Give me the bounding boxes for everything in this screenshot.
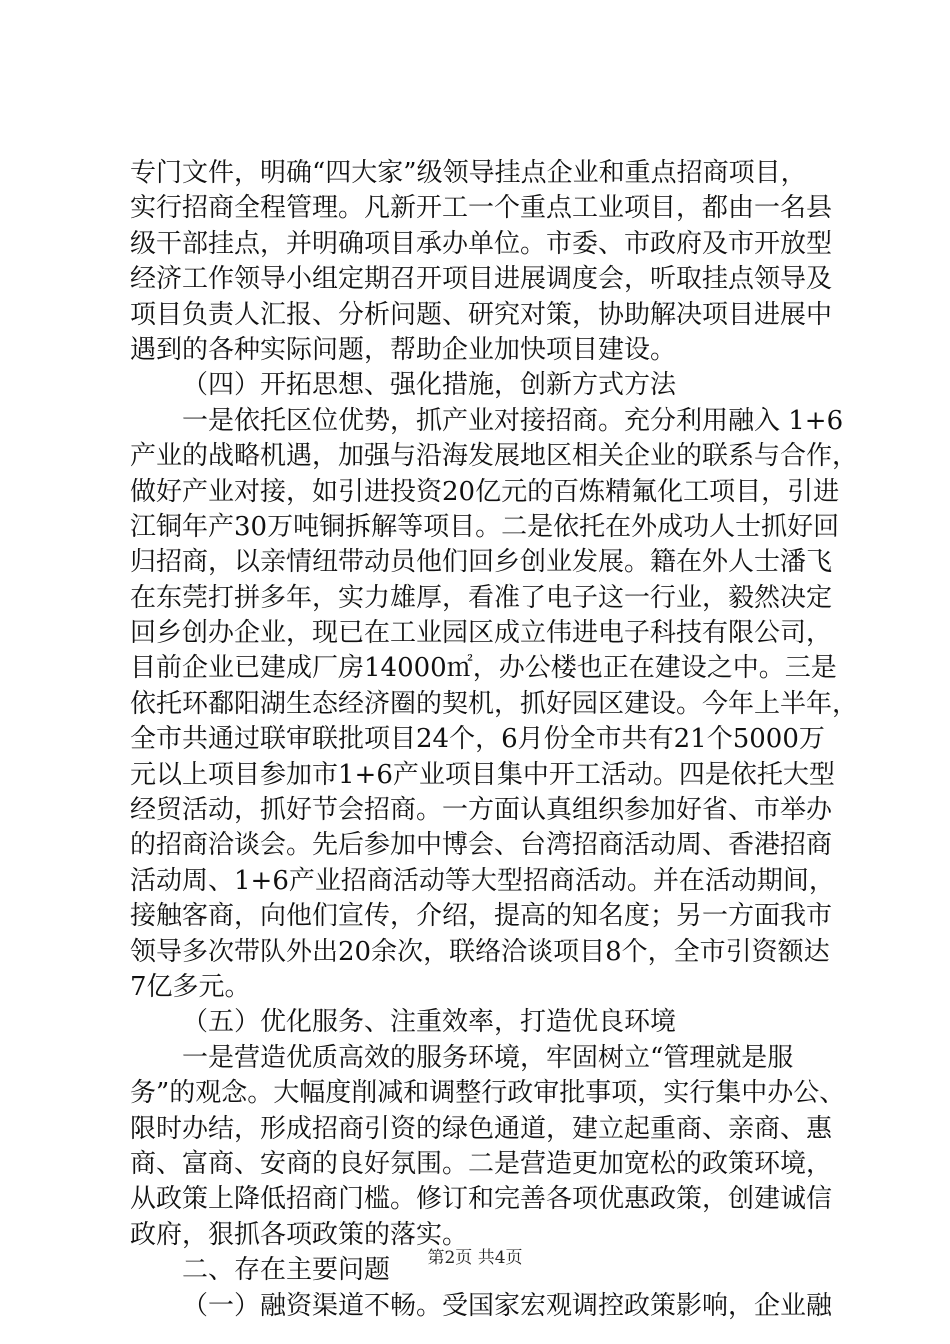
text-line: 务”的观念。大幅度削减和调整行政审批事项，实行集中办公、 — [130, 1078, 846, 1109]
text-line: 江铜年产30万吨铜拆解等项目。二是依托在外成功人士抓好回 — [130, 511, 840, 542]
text-line: 的招商洽谈会。先后参加中博会、台湾招商活动周、香港招商 — [130, 830, 833, 861]
text-line: 目前企业已建成厂房14000㎡，办公楼也正在建设之中。三是 — [130, 653, 837, 684]
text-line: 政府，狠抓各项政策的落实。 — [130, 1219, 469, 1250]
section-heading: （四）开拓思想、强化措施，创新方式方法 — [182, 370, 677, 401]
text-line: 一是营造优质高效的服务环境，牢固树立“管理就是服 — [182, 1042, 794, 1073]
text-line: 回乡创办企业，现已在工业园区成立伟进电子科技有限公司， — [130, 618, 833, 649]
text-line: 全市共通过联审联批项目24个，6月份全市共有21个5000万 — [130, 724, 825, 755]
text-line: （一）融资渠道不畅。受国家宏观调控政策影响，企业融 — [182, 1290, 833, 1321]
text-line: 级干部挂点，并明确项目承办单位。市委、市政府及市开放型 — [130, 228, 833, 259]
text-line: 商、富商、安商的良好氛围。二是营造更加宽松的政策环境， — [130, 1148, 833, 1179]
text-line: 产业的战略机遇，加强与沿海发展地区相关企业的联系与合作， — [130, 441, 859, 472]
text-line: 7亿多元。 — [130, 971, 251, 1002]
section-heading: （五）优化服务、注重效率，打造优良环境 — [182, 1007, 677, 1038]
text-line: 活动周、1+6产业招商活动等大型招商活动。并在活动期间， — [130, 865, 835, 896]
text-line: 限时办结，形成招商引资的绿色通道，建立起重商、亲商、惠 — [130, 1113, 833, 1144]
text-line: 在东莞打拼多年，实力雄厚，看准了电子这一行业，毅然决定 — [130, 582, 833, 613]
text-line: 元以上项目参加市1+6产业项目集中开工活动。四是依托大型 — [130, 759, 835, 790]
text-line: 归招商，以亲情纽带动员他们回乡创业发展。籍在外人士潘飞 — [130, 547, 833, 578]
text-line: 领导多次带队外出20余次，联络洽谈项目8个，全市引资额达 — [130, 936, 830, 967]
text-line: 项目负责人汇报、分析问题、研究对策，协助解决项目进展中 — [130, 299, 833, 330]
section-heading: 二、存在主要问题 — [182, 1255, 391, 1286]
text-line: 一是依托区位优势，抓产业对接招商。充分利用融入 1+6 — [182, 405, 844, 436]
text-line: 经济工作领导小组定期召开项目进展调度会，听取挂点领导及 — [130, 264, 833, 295]
text-line: 做好产业对接，如引进投资20亿元的百炼精氟化工项目，引进 — [130, 476, 840, 507]
text-line: 依托环鄱阳湖生态经济圈的契机，抓好园区建设。今年上半年， — [130, 688, 859, 719]
text-line: 实行招商全程管理。凡新开工一个重点工业项目，都由一名县 — [130, 193, 833, 224]
text-line: 专门文件，明确“四大家”级领导挂点企业和重点招商项目， — [130, 158, 807, 188]
page-footer: 第2页 共4页 — [427, 1248, 523, 1268]
text-line: 接触客商，向他们宣传，介绍，提高的知名度；另一方面我市 — [130, 901, 833, 932]
text-line: 遇到的各种实际问题，帮助企业加快项目建设。 — [130, 334, 677, 365]
document-body — [130, 156, 859, 1324]
text-line: 从政策上降低招商门槛。修订和完善各项优惠政策，创建诚信 — [130, 1184, 833, 1215]
text-line: 经贸活动，抓好节会招商。一方面认真组织参加好省、市举办 — [130, 795, 833, 826]
